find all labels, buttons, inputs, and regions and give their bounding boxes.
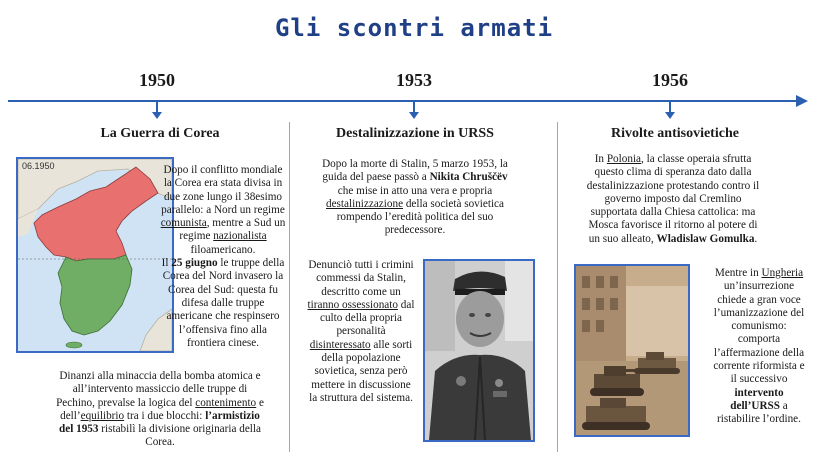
destalinizzazione-paragraph-2: Denunciò tutti i crimini commessi da Stalin, descritto come un tiranno ossessionato dal culto della propria personalità disinteressato alle sorti della popolazione sovietica, senza però mettere in discussione la struttura del sistema. [307, 259, 415, 404]
corea-paragraph-1: Dopo il conflitto mondiale la Corea era stata divisa in due zone lungo il 38esimo parallelo: a Nord un regime comunista, mentre a Sud un regime nazionalista filoamericano. Il 25 giugno le truppe della Corea del Nord invasero la Corea del Sud: questa fu difesa dalle truppe americane che respinsero l’offensiva fino alla frontiera cinese. [160, 164, 286, 349]
corea-paragraph-2: Dinanzi alla minaccia della bomba atomica e all’intervento massiccio delle truppe di Pechino, prevalse la logica del contenimento e dell’equilibrio tra i due blocchi: l’armistizio del 1953 ristabilì la divisione originaria della Corea. [56, 370, 264, 449]
heading-guerra-corea: La Guerra di Corea [100, 126, 220, 141]
ungheria-photo [574, 264, 690, 437]
column-divider-2 [557, 122, 558, 452]
chruscev-portrait [423, 259, 535, 442]
heading-destalinizzazione: Destalinizzazione in URSS [336, 126, 494, 141]
destalinizzazione-paragraph-1: Dopo la morte di Stalin, 5 marzo 1953, la guida del paese passò a Nikita Chruščëv che mise in atto una vera e propria destalinizzazione della società sovietica rompendo l’eredità politica del suo predecessore. [322, 158, 508, 237]
heading-rivolte: Rivolte antisovietiche [611, 126, 739, 141]
south-korea-region [58, 255, 132, 335]
column-divider-1 [289, 122, 290, 452]
korea-map [16, 157, 174, 353]
portrait-graphic [425, 261, 533, 440]
timeline-marker-1950 [152, 112, 162, 119]
year-1956: 1956 [652, 70, 688, 90]
korea-map-graphic [18, 159, 172, 351]
timeline-arrow-icon [796, 95, 808, 107]
timeline-marker-1956 [665, 112, 675, 119]
year-1950: 1950 [139, 70, 175, 90]
tanks-photo-graphic [576, 266, 688, 435]
year-1953: 1953 [396, 70, 432, 90]
timeline-axis [8, 100, 800, 102]
rivolte-paragraph-2: Mentre in Ungheria un’insurrezione chiede a gran voce l’umanizzazione del comunismo: comporta l’affermazione della corrente riformista e il successivo intervento dell’URSS a ristabilire l’ordine. [713, 267, 805, 426]
map-date-label: 06.1950 [22, 161, 55, 171]
timeline-marker-1953 [409, 112, 419, 119]
rivolte-paragraph-1: In Polonia, la classe operaia sfrutta questo clima di speranza dato dalla destalinizzazione protestando contro il governo imposto dal Cremlino supportata dalla Chiesa cattolica: ma Mosca favorisce il ritorno al potere di un suo alleato, Wladislaw Gomulka. [586, 153, 760, 245]
page-title: Gli scontri armati [274, 14, 554, 42]
